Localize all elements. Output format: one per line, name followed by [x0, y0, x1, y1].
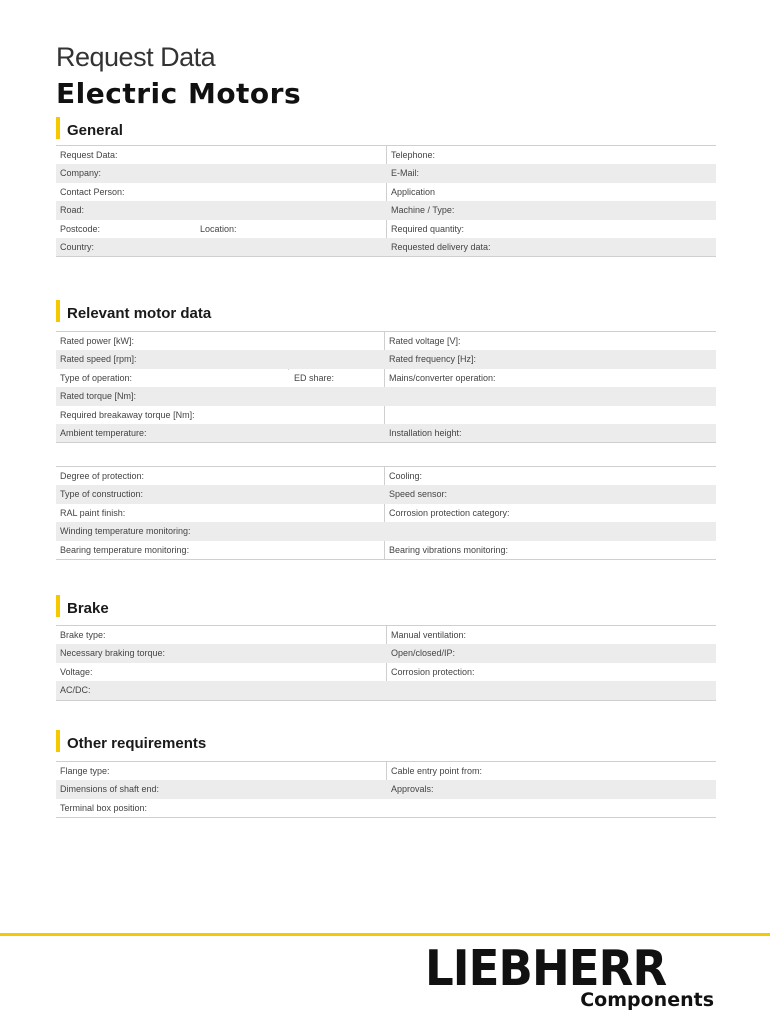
field-label[interactable]: Country: — [60, 241, 95, 252]
motor-form — [56, 331, 716, 443]
field-label[interactable]: Requested delivery data: — [391, 241, 491, 252]
field-label[interactable]: Dimensions of shaft end: — [60, 784, 160, 795]
field-label[interactable]: Rated power [kW]: — [60, 336, 135, 346]
liebherr-logo — [425, 940, 717, 1016]
form-row — [56, 238, 716, 257]
field-label[interactable]: Mains/converter operation: — [389, 372, 496, 383]
form-row — [56, 467, 716, 485]
field-label[interactable]: E-Mail: — [391, 168, 420, 179]
field-label[interactable]: Rated voltage [V]: — [389, 336, 461, 346]
field-label[interactable]: Required quantity: — [391, 223, 465, 234]
field-label[interactable]: Rated frequency [Hz]: — [389, 354, 477, 365]
section-title: Other requirements — [67, 735, 207, 752]
field-label[interactable]: Installation height: — [389, 427, 462, 438]
form-row — [56, 201, 716, 219]
field-label[interactable]: Degree of protection: — [60, 471, 145, 481]
field-label[interactable]: Rated torque [Nm]: — [60, 391, 137, 402]
field-label[interactable]: Manual ventilation: — [391, 630, 467, 640]
field-label[interactable]: Corrosion protection: — [391, 666, 475, 677]
form-row — [56, 522, 716, 540]
field-label[interactable]: Machine / Type: — [391, 205, 455, 216]
field-label[interactable]: Speed sensor: — [389, 489, 448, 500]
form-row — [56, 762, 716, 780]
field-label[interactable]: Necessary braking torque: — [60, 648, 166, 659]
page-title: Request Data — [56, 42, 216, 72]
page-subtitle: Electric Motors — [56, 77, 302, 110]
section-accent-bar — [56, 595, 60, 617]
field-label[interactable]: Telephone: — [391, 150, 436, 160]
field-label[interactable]: Request Data: — [60, 150, 118, 160]
form-row — [56, 504, 716, 522]
field-label[interactable]: Contact Person: — [60, 186, 125, 197]
section-accent-bar — [56, 117, 60, 139]
logo-wordmark: LIEBHERR — [425, 940, 667, 997]
form-row — [56, 406, 716, 424]
motor-form-secondary — [56, 466, 716, 560]
field-label[interactable]: Type of construction: — [60, 489, 144, 500]
field-label[interactable]: Type of operation: — [60, 372, 133, 383]
form-row — [56, 799, 716, 818]
logo-subtitle: Components — [580, 989, 714, 1011]
form-row — [56, 183, 716, 201]
form-row — [56, 663, 716, 681]
field-label[interactable]: Cooling: — [389, 471, 423, 481]
brake-form — [56, 625, 716, 701]
field-label[interactable]: Required breakaway torque [Nm]: — [60, 409, 195, 420]
footer-accent-line — [0, 933, 770, 936]
field-label[interactable]: Flange type: — [60, 766, 110, 776]
field-label[interactable]: Voltage: — [60, 666, 93, 677]
section-accent-bar — [56, 730, 60, 752]
field-label[interactable]: Brake type: — [60, 630, 106, 640]
field-label[interactable]: Terminal box position: — [60, 802, 148, 813]
field-label[interactable]: Winding temperature monitoring: — [60, 526, 191, 537]
section-brake-header — [56, 595, 109, 617]
section-title: Brake — [67, 600, 109, 617]
form-row — [56, 644, 716, 662]
general-form — [56, 145, 716, 257]
field-label[interactable]: Location: — [200, 223, 237, 234]
form-row — [56, 220, 716, 238]
field-label[interactable]: Cable entry point from: — [391, 766, 483, 776]
other-form — [56, 761, 716, 818]
field-label[interactable]: Rated speed [rpm]: — [60, 354, 137, 365]
field-label[interactable]: AC/DC: — [60, 685, 91, 696]
field-label[interactable]: Road: — [60, 205, 85, 216]
form-row — [56, 332, 716, 350]
form-row — [56, 541, 716, 560]
field-label[interactable]: Postcode: — [60, 223, 101, 234]
field-label[interactable]: Application — [391, 186, 436, 197]
field-label[interactable]: RAL paint finish: — [60, 507, 126, 518]
section-title: Relevant motor data — [67, 305, 212, 322]
form-row — [56, 780, 716, 798]
form-row — [56, 387, 716, 405]
form-row — [56, 369, 716, 387]
field-label[interactable]: Ambient temperature: — [60, 427, 147, 438]
field-label[interactable]: Company: — [60, 168, 102, 179]
form-row — [56, 146, 716, 164]
form-row — [56, 424, 716, 443]
section-general-header — [56, 117, 123, 139]
field-label[interactable]: Open/closed/IP: — [391, 648, 456, 659]
field-label[interactable]: Bearing temperature monitoring: — [60, 544, 190, 555]
field-label[interactable]: Corrosion protection category: — [389, 507, 510, 518]
form-row — [56, 681, 716, 700]
section-accent-bar — [56, 300, 60, 322]
form-row — [56, 164, 716, 182]
section-motor-header — [56, 300, 211, 322]
form-row — [56, 485, 716, 503]
field-label[interactable]: Bearing vibrations monitoring: — [389, 544, 509, 555]
form-row — [56, 350, 716, 368]
form-row — [56, 626, 716, 644]
field-label[interactable]: ED share: — [294, 372, 335, 383]
field-label[interactable]: Approvals: — [391, 784, 434, 795]
section-other-header — [56, 730, 206, 752]
section-title: General — [67, 122, 123, 139]
